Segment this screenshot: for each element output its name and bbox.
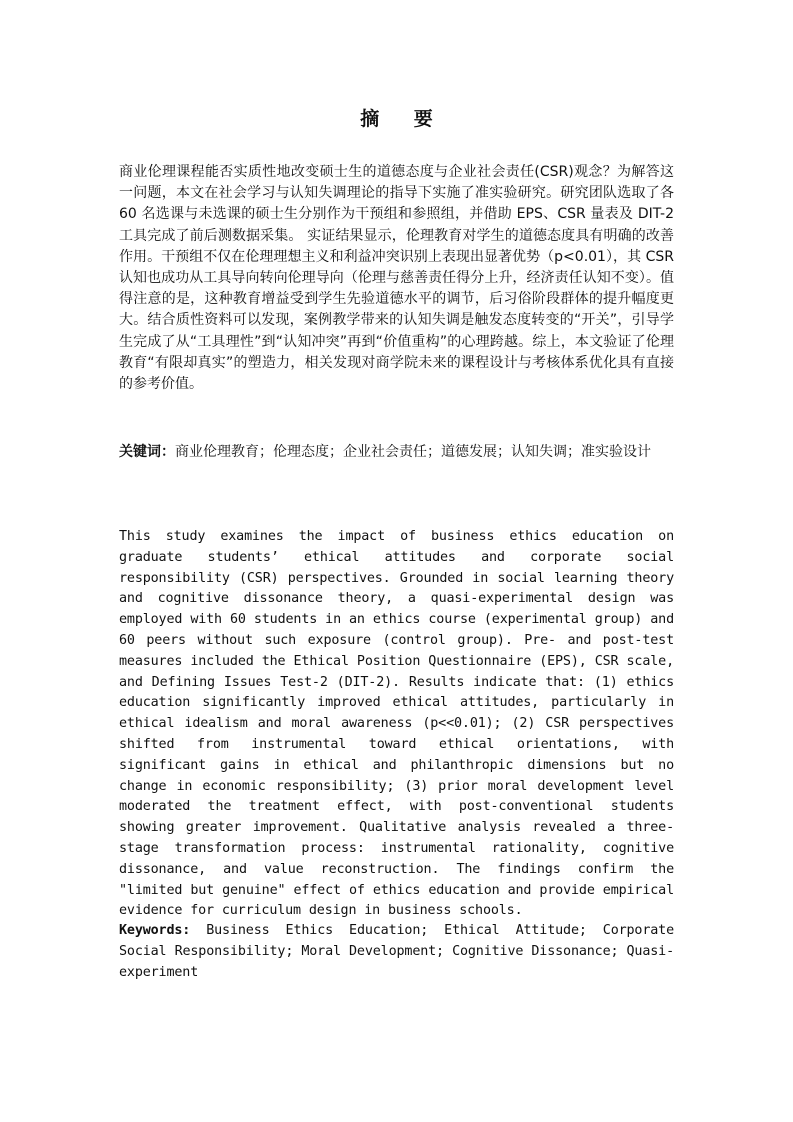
chinese-keywords-text: 商业伦理教育；伦理态度；企业社会责任；道德发展；认知失调；准实验设计 — [175, 444, 651, 460]
chinese-keywords-label: 关键词： — [119, 444, 175, 460]
chinese-abstract: 商业伦理课程能否实质性地改变硕士生的道德态度与企业社会责任(CSR)观念？为解答这一问题，本文在社会学习与认知失调理论的指导下实施了准实验研究。研究团队选取了各 60 名选课与未选课的硕士生分别作为干预组和参照组，并借助 EPS、CSR 量表及 DIT-2 工具完成了前后测数据采集。 实证结果显示，伦理教育对学生的道德态度具有明确的改善作用。干预组不仅在伦理理想主义和利益冲突识别上表现出显著优势（p<0.01），其 CSR 认知也成功从工具导向转向伦理导向（伦理与慈善责任得分上升，经济责任认知不变）。值得注意的是，这种教育增益受到学生先验道德水平的调节，后习俗阶段群体的提升幅度更大。结合质性资料可以发现，案例教学带来的认知失调是触发态度转变的“开关”，引导学生完成了从“工具理性”到“认知冲突”再到“价值重构”的心理跨越。综上，本文验证了伦理教育“有限却真实”的塑造力，相关发现对商学院未来的课程设计与考核体系优化具有直接的参考价值。 — [119, 164, 674, 393]
chinese-keywords — [119, 442, 674, 463]
english-keywords-label: Keywords: — [119, 923, 191, 938]
english-keywords — [119, 921, 674, 983]
english-abstract: This study examines the impact of business ethics education on graduate students’ ethical attitudes and corporate social responsibility (CSR) perspectives. Grounded in social learning theory and cognitive dissonance theory, a quasi-experimental design was employed with 60 students in an ethics course (experimental group) and 60 peers without such exposure (control group). Pre- and post-test measures included the Ethical Position Questionnaire (EPS), CSR scale, and Defining Issues Test-2 (DIT-2). Results indicate that: (1) ethics education significantly improved ethical attitudes, particularly in ethical idealism and moral awareness (p<<0.01); (2) CSR perspectives shifted from instrumental toward ethical orientations, with significant gains in ethical and philanthropic dimensions but no change in economic responsibility; (3) prior moral development level moderated the treatment effect, with post-conventional students showing greater improvement. Qualitative analysis revealed a three-stage transformation process: instrumental rationality, cognitive dissonance, and value reconstruction. The findings confirm the "limited but genuine" effect of ethics education and provide empirical evidence for curriculum design in business schools. — [119, 529, 674, 919]
page-title: 摘 要 — [360, 108, 447, 130]
english-keywords-text: Business Ethics Education; Ethical Attitude; Corporate Social Responsibility; Moral Development; Cognitive Dissonance; Quasi-experiment — [119, 923, 674, 980]
